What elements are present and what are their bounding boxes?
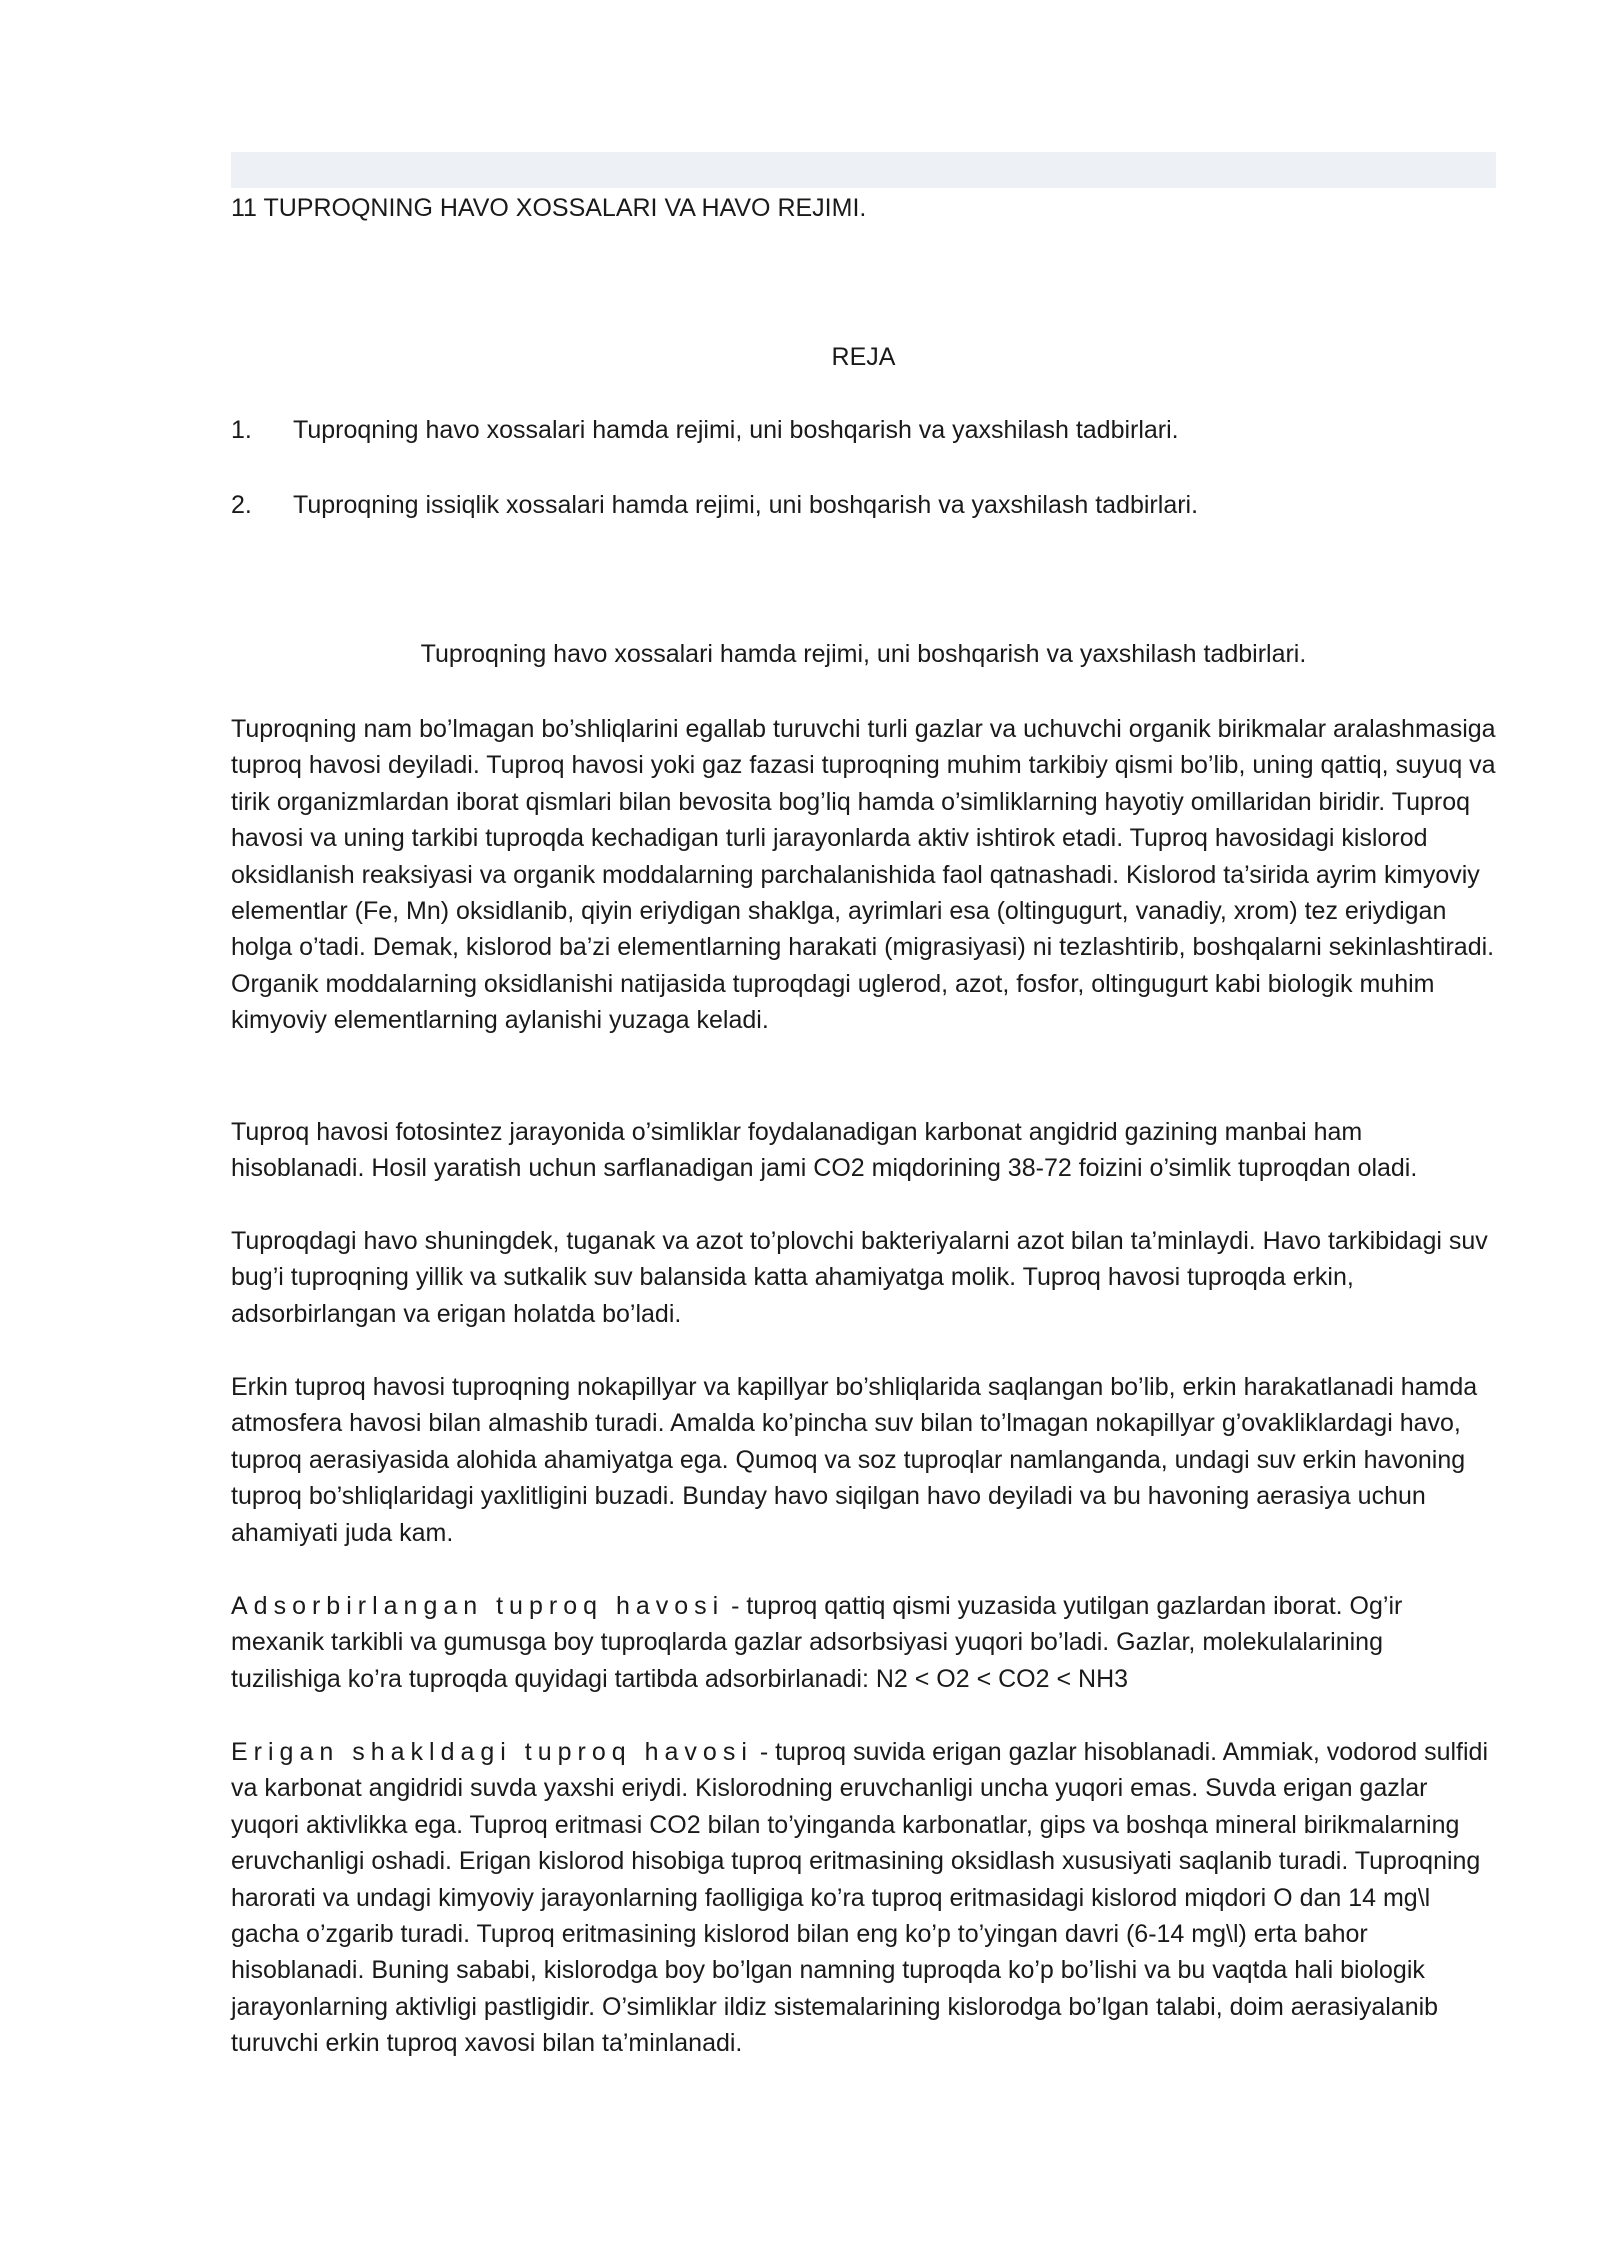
plan-item-text: Tuproqning havo xossalari hamda rejimi, uni boshqarish va yaxshilash tadbirlari. — [293, 416, 1179, 444]
definition-adsorbed-air: - tuproq qattiq qismi yuzasida yutilgan gazlardan iborat. Og’ir mexanik tarkibli va gumusga boy tuproqlarda gazlar adsorbsiyasi yuqori bo’ladi. Gazlar, molekulalarining tuzilishiga ko’ra tuproqda quyidagi tartibda adsorbirlanadi: N2 < O2 < CO2 < NH3 — [231, 1592, 1403, 1693]
paragraph-dissolved-air — [231, 1734, 1496, 2062]
plan-item-text: Tuproqning issiqlik xossalari hamda rejimi, uni boshqarish va yaxshilash tadbirlari. — [293, 491, 1199, 519]
paragraph: Tuproq havosi fotosintez jarayonida o’simliklar foydalanadigan karbonat angidrid gazining manbai ham hisoblanadi. Hosil yaratish uchun sarflanadigan jami CO2 miqdorining 38-72 foizini o’simlik tuproqdan oladi. — [231, 1118, 1418, 1183]
plan-item-number: 2. — [231, 491, 252, 519]
term-adsorbed-air: Adsorbirlangan tuproq havosi — [231, 1592, 725, 1620]
paragraph: Tuproqdagi havo shuningdek, tuganak va azot to’plovchi bakteriyalarni azot bilan ta’minlaydi. Havo tarkibidagi suv bug’i tuproqning yillik va sutkalik suv balansida katta ahamiyatga molik. Tuproq havosi tuproqda erkin, adsorbirlangan va erigan holatda bo’ladi. — [231, 1227, 1488, 1328]
plan-item — [231, 412, 1496, 448]
paragraph: Tuproqning nam bo’lmagan bo’shliqlarini egallab turuvchi turli gazlar va uchuvchi organik birikmalar aralashmasiga tuproq havosi deyiladi. Tuproq havosi yoki gaz fazasi tuproqning muhim tarkibiy qismi bo’lib, uning qattiq, suyuq va tirik organizmlardan iborat qismlari bilan bevosita bog’liq hamda o’simliklarning hayotiy omillaridan biridir. Tuproq havosi va uning tarkibi tuproqda kechadigan turli jarayonlarda aktiv ishtirok etadi. Tuproq havosidagi kislorod oksidlanish reaksiyasi va organik moddalarning parchalanishida faol qatnashadi. Kislorod ta’sirida ayrim kimyoviy elementlar (Fe, Mn) oksidlanib, qiyin eriydigan shaklga, ayrimlari esa (oltingugurt, vanadiy, xrom) tez eriydigan holga o’tadi. Demak, kislorod ba’zi elementlarning harakati (migrasiyasi) ni tezlashtirib, boshqalarni sekinlashtiradi. Organik moddalarning oksidlanishi natijasida tuproqdagi uglerod, azot, fosfor, oltingugurt kabi biologik muhim kimyoviy elementlarning aylanishi yuzaga keladi. — [231, 715, 1496, 1035]
section-heading: Tuproqning havo xossalari hamda rejimi, uni boshqarish va yaxshilash tadbirlari. — [420, 640, 1307, 668]
term-dissolved-air: Erigan shakldagi tuproq havosi — [231, 1738, 753, 1766]
document-title: 11 TUPROQNING HAVO XOSSALARI VA HAVO REJIMI. — [231, 194, 867, 222]
plan-heading: REJA — [831, 343, 896, 371]
plan-item — [231, 487, 1496, 523]
paragraph: Erkin tuproq havosi tuproqning nokapillyar va kapillyar bo’shliqlarida saqlangan bo’lib, erkin harakatlanadi hamda atmosfera havosi bilan almashib turadi. Amalda ko’pincha suv bilan to’lmagan nokapillyar g’ovakliklardagi havo, tuproq aerasiyasida alohida ahamiyatga ega. Qumoq va soz tuproqlar namlanganda, undagi suv erkin havoning tuproq bo’shliqlaridagi yaxlitligini buzadi. Bunday havo siqilgan havo deyiladi va bu havoning aerasiya uchun ahamiyati juda kam. — [231, 1373, 1478, 1547]
definition-dissolved-air: - tuproq suvida erigan gazlar hisoblanadi. Ammiak, vodorod sulfidi va karbonat angidridi suvda yaxshi eriydi. Kislorodning eruvchanligi uncha yuqori emas. Suvda erigan gazlar yuqori aktivlikka ega. Tuproq eritmasi CO2 bilan to’yinganda karbonatlar, gips va boshqa mineral birikmalarning eruvchanligi oshadi. Erigan kislorod hisobiga tuproq eritmasining oksidlash xususiyati saqlanib turadi. Tuproqning harorati va undagi kimyoviy jarayonlarning faolligiga ko’ra tuproq eritmasidagi kislorod miqdori O dan 14 mg\l gacha o’zgarib turadi. Tuproq eritmasining kislorod bilan eng ko’p to’yingan davri (6-14 mg\l) erta bahor hisoblanadi. Buning sababi, kislorodga boy bo’lgan namning tuproqda ko’p bo’lishi va bu vaqtda hali biologik jarayonlarning aktivligi pastligidir. O’simliklar ildiz sistemalarining kislorodga bo’lgan talabi, doim aerasiyalanib turuvchi erkin tuproq xavosi bilan ta’minlanadi. — [231, 1738, 1489, 2058]
plan-item-number: 1. — [231, 416, 252, 444]
header-band — [231, 152, 1496, 188]
paragraph-adsorbed-air — [231, 1588, 1496, 1697]
